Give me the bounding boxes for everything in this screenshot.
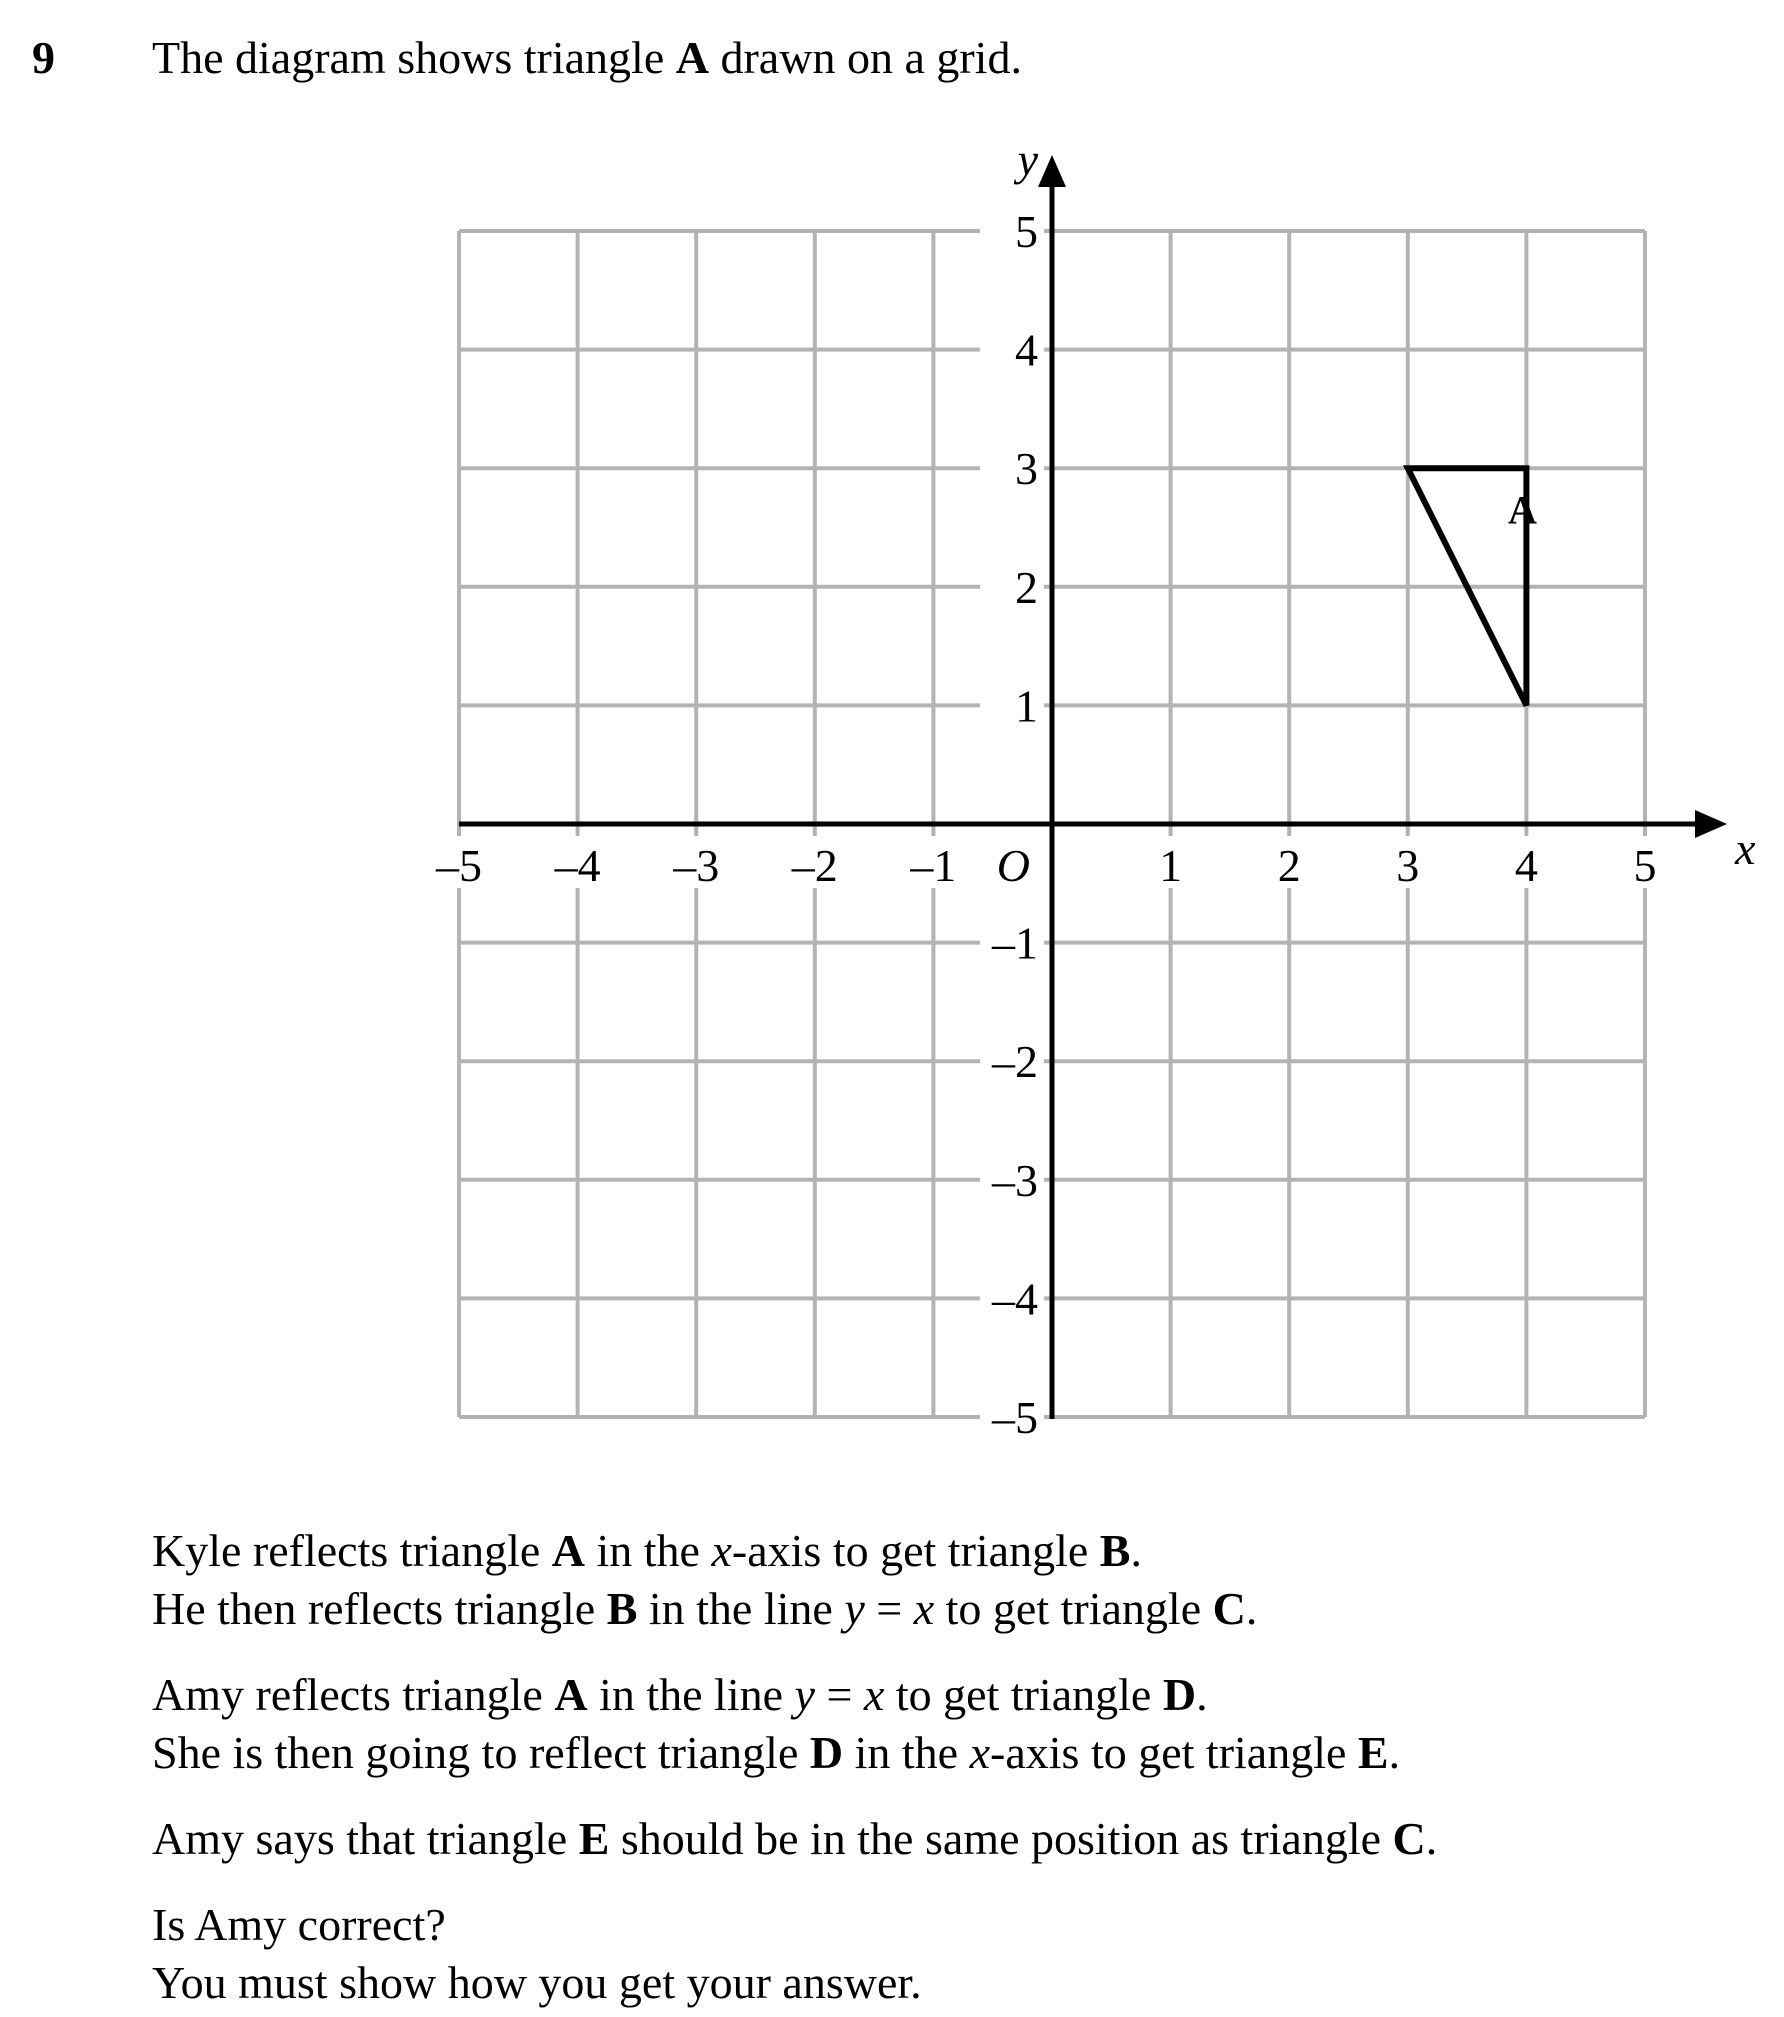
math-variable: x xyxy=(863,1669,885,1720)
intro-shape-label: A xyxy=(675,32,709,83)
y-tick-label: 3 xyxy=(1015,443,1038,495)
text-segment: = xyxy=(814,1669,864,1720)
text-segment: . xyxy=(1425,1813,1438,1864)
shape-label: C xyxy=(1392,1813,1426,1864)
shape-label: B xyxy=(606,1583,638,1634)
shape-label: D xyxy=(1162,1669,1197,1720)
shape-label: E xyxy=(578,1813,610,1864)
text-segment: . xyxy=(1130,1525,1142,1576)
x-tick-label: –5 xyxy=(436,840,482,891)
text-line xyxy=(152,1666,1400,1724)
x-tick-label: –3 xyxy=(673,840,720,891)
x-tick-label: –2 xyxy=(791,840,838,891)
math-variable: x xyxy=(969,1727,991,1778)
text-line xyxy=(152,1522,1257,1580)
shape-label: B xyxy=(1099,1525,1131,1576)
x-tick-label: 1 xyxy=(1159,840,1183,891)
text-segment: He then reflects triangle xyxy=(152,1583,607,1634)
text-line xyxy=(152,1810,1437,1868)
paragraph-kyle xyxy=(152,1522,1257,1638)
y-tick-label: 4 xyxy=(1015,324,1038,376)
y-tick-label: 5 xyxy=(1015,206,1038,257)
y-tick-label: 1 xyxy=(1015,680,1038,732)
x-axis-arrowhead xyxy=(1695,810,1727,838)
text-segment: to get triangle xyxy=(884,1669,1163,1720)
text-segment: You must show how you get your answer. xyxy=(152,1957,922,2008)
paragraph-amy-says xyxy=(152,1810,1437,1868)
text-segment: -axis to get triangle xyxy=(990,1727,1358,1778)
x-tick-label: 4 xyxy=(1514,840,1538,891)
text-segment: . xyxy=(1196,1669,1208,1720)
text-segment: Is Amy correct? xyxy=(152,1899,446,1950)
text-segment: Amy reflects triangle xyxy=(152,1669,555,1720)
paragraph-amy-reflects xyxy=(152,1666,1400,1782)
math-variable: y xyxy=(794,1669,815,1720)
x-axis-label: x xyxy=(1735,823,1756,874)
origin-label: O xyxy=(996,840,1030,891)
x-tick-label: 5 xyxy=(1633,840,1657,891)
text-segment: . xyxy=(1245,1583,1258,1634)
text-line xyxy=(152,1954,922,2012)
text-segment: in the xyxy=(585,1525,712,1576)
text-line xyxy=(152,1896,922,1954)
y-axis-label: y xyxy=(1017,134,1038,185)
text-segment: in the line xyxy=(587,1669,795,1720)
text-line xyxy=(152,1580,1257,1638)
intro-text-pre: The diagram shows triangle xyxy=(152,32,676,83)
y-axis-arrowhead xyxy=(1038,155,1066,187)
x-tick-label: 3 xyxy=(1396,840,1420,891)
text-segment: in the line xyxy=(637,1583,845,1634)
intro-text-post: drawn on a grid. xyxy=(708,32,1022,83)
shape-label: C xyxy=(1212,1583,1246,1634)
math-variable: y xyxy=(844,1583,865,1634)
paragraph-instruction xyxy=(152,1896,922,2012)
question-number: 9 xyxy=(32,32,55,83)
text-segment: -axis to get triangle xyxy=(731,1525,1100,1576)
shape-label: A xyxy=(554,1669,588,1720)
math-variable: x xyxy=(711,1525,732,1576)
x-tick-label: –4 xyxy=(554,840,601,891)
text-segment: Kyle reflects triangle xyxy=(152,1525,552,1576)
text-segment: She is then going to reflect triangle xyxy=(152,1727,810,1778)
y-tick-label: –4 xyxy=(992,1273,1038,1325)
text-line xyxy=(152,1724,1400,1782)
text-segment: to get triangle xyxy=(934,1583,1213,1634)
x-tick-label: –1 xyxy=(910,840,957,891)
text-segment: should be in the same position as triangle xyxy=(609,1813,1393,1864)
text-segment: in the xyxy=(843,1727,970,1778)
y-tick-label: 2 xyxy=(1015,561,1038,613)
shape-label: E xyxy=(1357,1727,1389,1778)
y-tick-label: –3 xyxy=(992,1154,1038,1206)
text-segment: . xyxy=(1388,1727,1401,1778)
y-tick-label: –5 xyxy=(992,1392,1038,1443)
x-tick-label: 2 xyxy=(1277,840,1301,891)
text-segment: Amy says that triangle xyxy=(152,1813,579,1864)
y-tick-label: –2 xyxy=(992,1036,1038,1088)
shape-label: A xyxy=(551,1525,585,1576)
text-segment: = xyxy=(864,1583,914,1634)
shape-label: D xyxy=(809,1727,844,1778)
y-tick-label: –1 xyxy=(992,917,1038,969)
triangle-a-label: A xyxy=(1508,487,1537,533)
math-variable: x xyxy=(913,1583,935,1634)
